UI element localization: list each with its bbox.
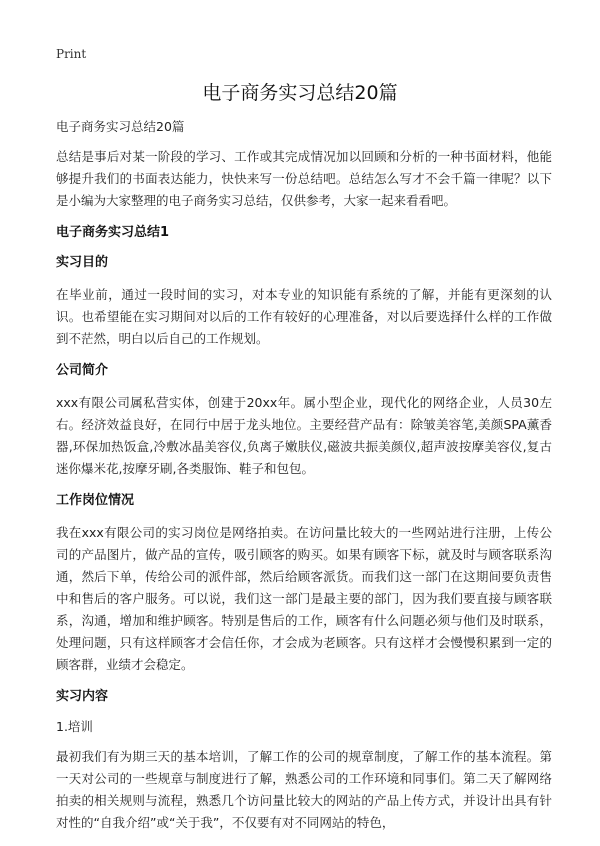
heading-purpose: 实习目的: [56, 255, 109, 270]
company-paragraph: xxx有限公司属私营实体，创建于20xx年。属小型企业，现代化的网络企业，人员30左右。经济效益良好，在同行中居于龙头地位。主要经营产品有：除皱美容笔,美颜SPA薰香器,环保加热饭盒,冷敷冰晶美容仪,负离子嫩肤仪,磁波共振美颜仪,超声波按摩美容仪,复古迷你爆米花,按摩牙刷,各类服饰、鞋子和包包。: [56, 395, 552, 476]
position-paragraph: 我在xxx有限公司的实习岗位是网络拍卖。在访问量比较大的一些网站进行注册，上传公司的产品图片，做产品的宣传，吸引顾客的购买。如果有顾客下标，就及时与顾客联系沟通，然后下单，传给公司的派件部，然后给顾客派货。而我们这一部门在这期间要负责售中和售后的客户服务。可以说，我们这一部门是最主要的部门，因为我们要直接与顾客联系，沟通，增加和维护顾客。特别是售后的工作，顾客有什么问题必须与他们及时联系，处理问题，只有这样顾客才会信任你，才会成为老顾客。只有这样才会慢慢积累到一定的顾客群，业绩才会稳定。: [56, 525, 552, 672]
print-link[interactable]: Print: [56, 47, 87, 61]
section-heading-summary-1: 电子商务实习总结1: [56, 225, 170, 240]
article-body: [56, 118, 552, 846]
heading-position: 工作岗位情况: [56, 493, 135, 508]
article-subtitle: 电子商务实习总结20篇: [56, 119, 185, 134]
heading-content: 实习内容: [56, 689, 109, 704]
page-title: 电子商务实习总结20篇: [202, 82, 398, 104]
training-item-label: 1.培训: [56, 719, 93, 734]
heading-company: 公司简介: [56, 363, 109, 378]
intro-paragraph: 总结是事后对某一阶段的学习、工作或其完成情况加以回顾和分析的一种书面材料，他能够提升我们的书面表达能力，快快来写一份总结吧。总结怎么写才不会千篇一律呢？以下是小编为大家整理的电子商务实习总结，仅供参考，大家一起来看看吧。: [56, 149, 552, 208]
training-paragraph: 最初我们有为期三天的基本培训，了解工作的公司的规章制度，了解工作的基本流程。第一天对公司的一些规章与制度进行了解，熟悉公司的工作环境和同事们。第二天了解网络拍卖的相关规则与流程，熟悉几个访问量比较大的网站的产品上传方式，并设计出具有针对性的“自我介绍”或“关于我”，不仅要有对不同网站的特色，: [56, 749, 552, 830]
purpose-paragraph: 在毕业前，通过一段时间的实习，对本专业的知识能有系统的了解，并能有更深刻的认识。也希望能在实习期间对以后的工作有较好的心理准备，对以后要选择什么样的工作做到不茫然，明白以后自己的工作规划。: [56, 287, 552, 346]
